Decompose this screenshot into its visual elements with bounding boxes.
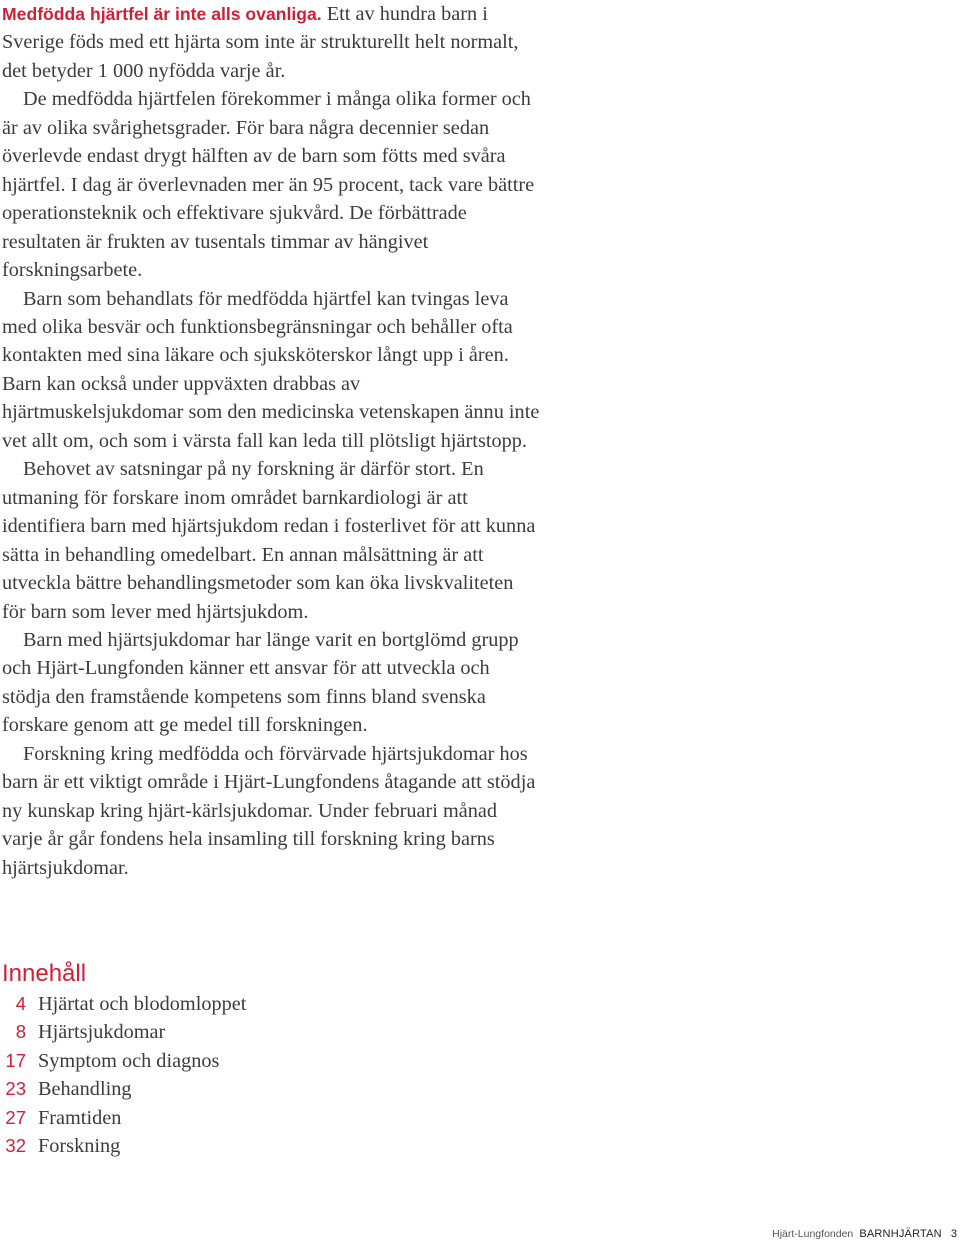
toc-page-number: 17 bbox=[5, 1049, 26, 1071]
toc-item[interactable] bbox=[2, 1132, 402, 1160]
article-body bbox=[2, 0, 542, 882]
article-paragraph: De medfödda hjärtfelen förekommer i många olika former och är av olika svårighetsgrader. För bara några decennier sedan överlevde endast drygt hälften av de barn som fötts med svåra hjärtfel. I dag är överlevnaden mer än 95 procent, tack vare bättre operationsteknik och effektivare sjukvård. De förbättrade resultaten är frukten av tusentals timmar av hängivet forskningsarbete. bbox=[2, 88, 535, 282]
article-paragraph: Barn med hjärtsjukdomar har länge varit en bortglömd grupp och Hjärt-Lungfonden känner ett ansvar för att utveckla och stödja den framstående kompetens som finns bland svenska forskare genom att ge medel till forskningen. bbox=[2, 628, 519, 737]
toc-list bbox=[2, 990, 402, 1160]
article-paragraph: Behovet av satsningar på ny forskning är därför stort. En utmaning för forskare inom området barnkardiologi är att identifiera barn med hjärtsjukdom redan i fosterlivet för att kunna sätta in behandling omedelbart. En annan målsättning är att utveckla bättre behandlingsmetoder som kan öka livskvaliteten för barn som lever med hjärtsjukdom. bbox=[2, 458, 536, 623]
toc-item-label: Hjärtat och blodomloppet bbox=[38, 993, 247, 1015]
lead-in-heading: Medfödda hjärtfel är inte alls ovanliga. bbox=[2, 4, 322, 24]
toc-title: Innehåll bbox=[2, 960, 87, 987]
page-number: 3 bbox=[950, 1228, 957, 1240]
footer-section-title: BARNHJÄRTAN bbox=[859, 1228, 942, 1240]
toc-item-label: Symptom och diagnos bbox=[38, 1049, 220, 1072]
page-footer bbox=[772, 1227, 957, 1241]
toc-item-label: Forskning bbox=[38, 1134, 121, 1157]
toc-item-label: Behandling bbox=[38, 1078, 132, 1101]
article-paragraph: Barn som behandlats för medfödda hjärtfel kan tvingas leva med olika besvär och funktionsbegränsningar och behåller ofta kontakten med sina läkare och sjuksköterskor långt upp i åren. Barn kan också under uppväxten drabbas av hjärtmuskelsjukdomar som den medicinska vetenskapen ännu inte vet allt om, och som i värsta fall kan leda till plötsligt hjärtstopp. bbox=[2, 287, 540, 452]
paragraph-text: Ett av hundra barn i Sverige föds med ett hjärta som inte är strukturellt helt normalt, det betyder 1 000 nyfödda varje år. bbox=[2, 3, 519, 82]
toc-page-number: 27 bbox=[5, 1106, 26, 1128]
toc-item[interactable] bbox=[2, 1018, 402, 1046]
article-paragraph: Forskning kring medfödda och förvärvade hjärtsjukdomar hos barn är ett viktigt område i Hjärt-Lungfondens åtagande att stödja ny kunskap kring hjärt-kärlsjukdomar. Under februari månad varje år går fondens hela insamling till forskning kring barns hjärtsjukdomar. bbox=[2, 742, 536, 879]
toc-item-label: Framtiden bbox=[38, 1106, 122, 1129]
toc-page-number: 8 bbox=[15, 1021, 26, 1043]
toc-page-number: 32 bbox=[5, 1134, 26, 1156]
table-of-contents bbox=[2, 958, 402, 1160]
article-paragraph bbox=[2, 0, 542, 85]
toc-item[interactable] bbox=[2, 1047, 402, 1075]
toc-page-number: 23 bbox=[5, 1078, 26, 1100]
toc-item-label: Hjärtsjukdomar bbox=[38, 1021, 166, 1044]
toc-item[interactable] bbox=[2, 990, 402, 1018]
toc-page-number: 4 bbox=[15, 993, 26, 1014]
toc-item[interactable] bbox=[2, 1104, 402, 1132]
footer-organization: Hjärt-Lungfonden bbox=[772, 1228, 854, 1240]
toc-item[interactable] bbox=[2, 1075, 402, 1103]
